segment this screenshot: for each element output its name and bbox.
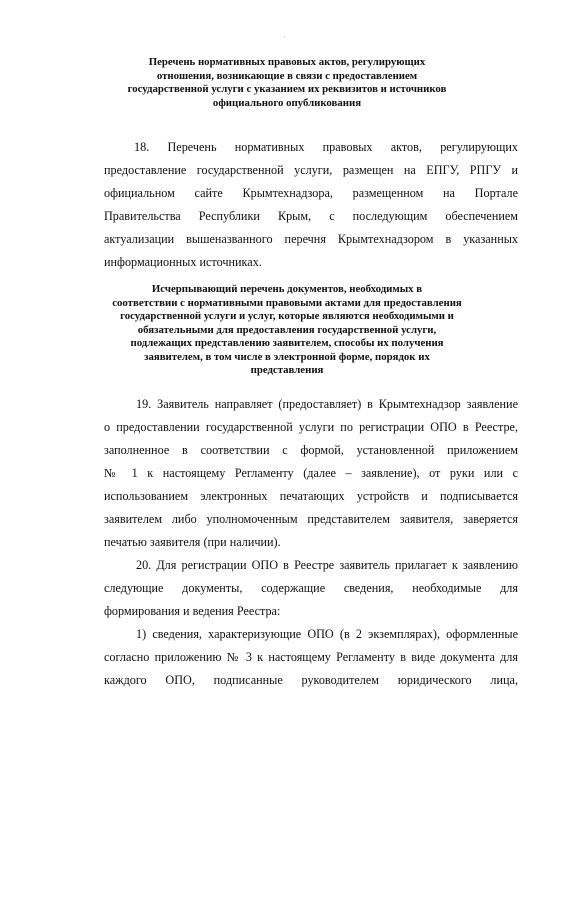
scan-mark: · <box>283 33 286 42</box>
heading-line: обязательными для предоставления государственной услуги, <box>137 323 437 336</box>
text-line: 20. Для регистрации ОПО в Реестре заявитель прилагает к заявлению <box>136 558 518 572</box>
heading-line: соответствии с нормативными правовыми актами для предоставления <box>112 296 462 309</box>
heading-line: представления <box>250 364 324 376</box>
heading-line: заявителем, в том числе в электронной форме, порядок их <box>144 350 430 363</box>
text-line: официальном сайте Крымтехнадзора, размещенном на Портале <box>104 186 518 200</box>
text-line: № 1 к настоящему Регламенту (далее – заявление), от руки или с <box>104 466 518 480</box>
text-line: согласно приложению № 3 к настоящему Регламенту в виде документа для <box>104 650 518 664</box>
text-line: 1) сведения, характеризующие ОПО (в 2 экземплярах), оформленные <box>136 627 518 641</box>
heading-line: государственной услуги с указанием их реквизитов и источников <box>127 83 447 95</box>
text-line: следующие документы, содержащие сведения, необходимые для <box>104 581 518 595</box>
text-line: заявителем либо уполномоченным представителем заявителя, заверяется <box>104 512 518 526</box>
section-heading-required-documents <box>95 283 479 378</box>
text-line: о предоставлении государственной услуги по регистрации ОПО в Реестре, <box>104 420 518 434</box>
text-line: заполненное в соответствии с формой, установленной приложением <box>104 443 518 457</box>
heading-line: подлежащих представлению заявителем, способы их получения <box>130 337 444 349</box>
text-line: печатью заявителя (при наличии). <box>104 535 281 549</box>
text-line: 19. Заявитель направляет (предоставляет) в Крымтехнадзор заявление <box>136 397 518 411</box>
text-line: Правительства Республики Крым, с последующим обеспечением <box>104 209 518 223</box>
heading-line: Исчерпывающий перечень документов, необходимых в <box>151 283 423 295</box>
text-line: формирования и ведения Реестра: <box>104 604 281 618</box>
heading-line: государственной услуги и услуг, которые являются необходимыми и <box>120 310 454 322</box>
text-line: каждого ОПО, подписанные руководителем юридического лица, <box>104 673 518 687</box>
section-heading-regulatory-acts <box>95 56 479 110</box>
text-line: использованием электронных печатающих устройств и подписывается <box>104 489 518 503</box>
text-line: актуализации вышеназванного перечня Крымтехнадзором в указанных <box>104 232 518 246</box>
text-line: информационных источниках. <box>104 255 262 269</box>
heading-line: отношения, возникающие в связи с предоставлением <box>156 69 418 82</box>
text-line: предоставление государственной услуги, размещен на ЕПГУ, РПГУ и <box>104 163 518 177</box>
heading-line: официального опубликования <box>212 96 362 109</box>
text-line: 18. Перечень нормативных правовых актов, регулирующих <box>134 140 518 154</box>
heading-line: Перечень нормативных правовых актов, регулирующих <box>148 56 426 68</box>
